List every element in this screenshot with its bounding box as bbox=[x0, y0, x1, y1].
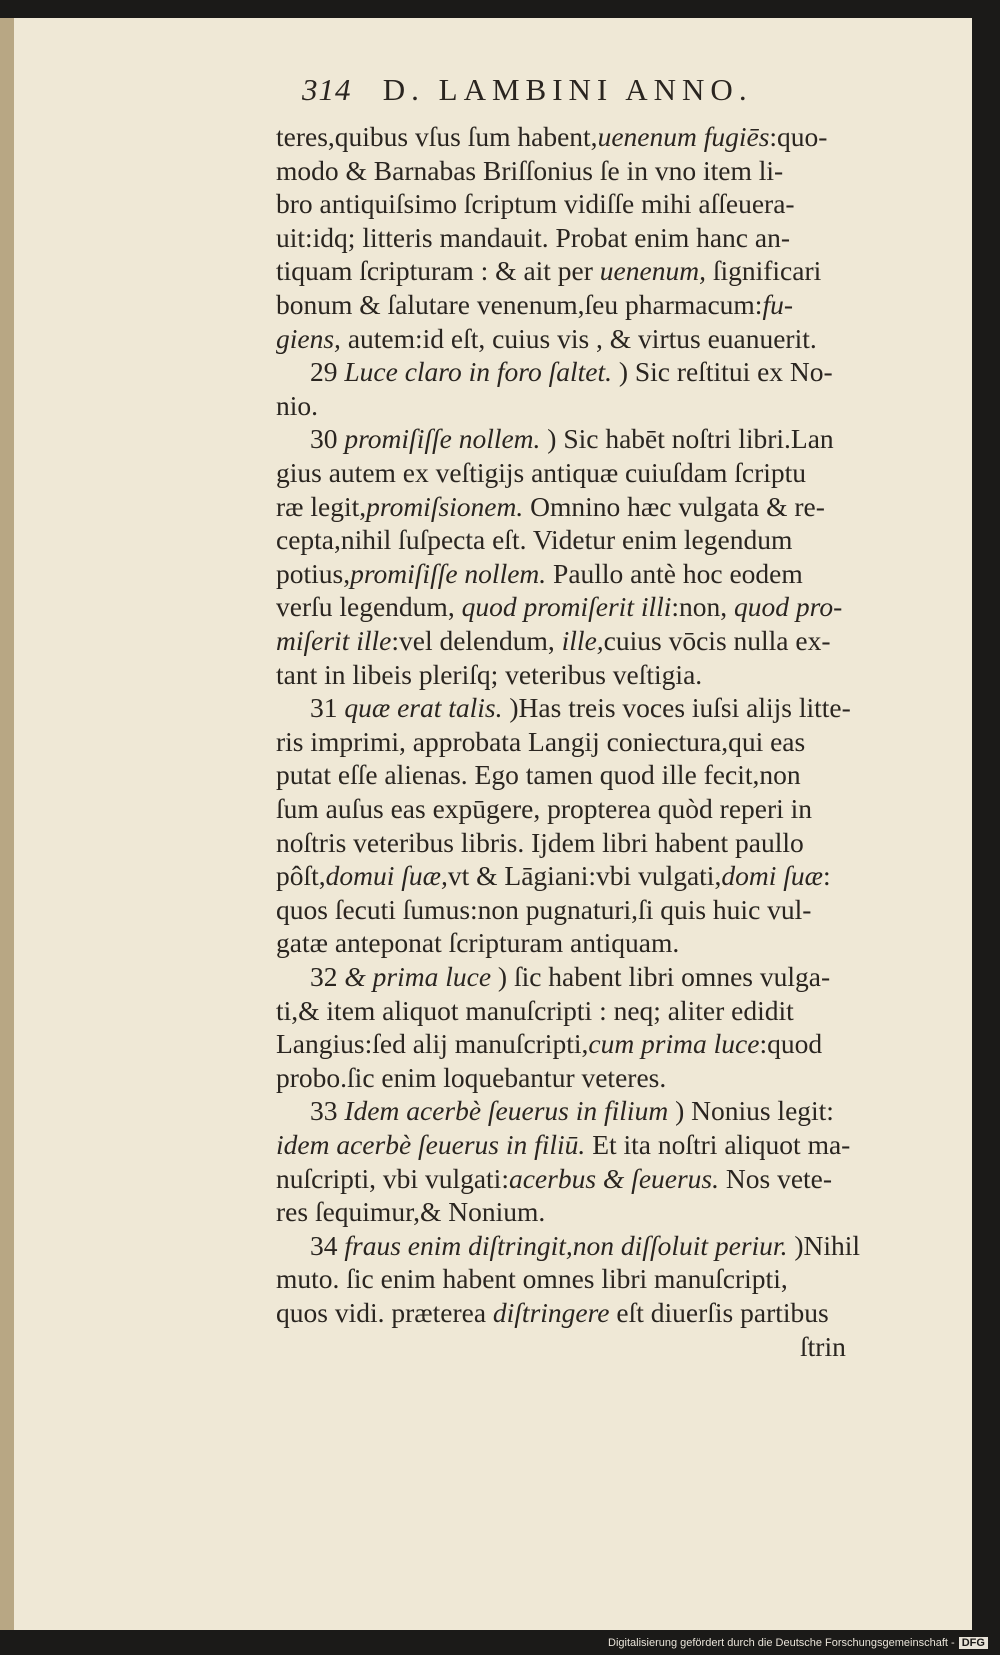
text-line bbox=[276, 490, 825, 524]
text-line bbox=[310, 422, 834, 456]
text-line bbox=[276, 758, 801, 792]
credit-text: Digitalisierung gefördert durch die Deutsche Forschungsgemeinschaft - bbox=[608, 1637, 955, 1649]
italic-segment: Luce claro in foro ſaltet. bbox=[344, 356, 612, 388]
text-line bbox=[276, 389, 318, 423]
text-line bbox=[276, 557, 803, 591]
text-line bbox=[276, 725, 805, 759]
text-line bbox=[276, 254, 821, 288]
italic-segment: fu- bbox=[762, 289, 794, 320]
running-header bbox=[302, 72, 753, 108]
italic-segment: idem acerbè ſeuerus in filiū. bbox=[276, 1129, 586, 1160]
text-segment: uit:idq; litteris mandauit. Probat enim hanc an- bbox=[276, 221, 790, 253]
text-line bbox=[310, 1229, 860, 1263]
italic-segment: promiſiſſe nollem. bbox=[344, 423, 541, 455]
text-line bbox=[310, 355, 833, 389]
text-line bbox=[276, 893, 811, 927]
text-segment: teres,quibus vſus ſum habent, bbox=[276, 121, 598, 152]
text-segment: ris imprimi, approbata Langij coniectura,qui eas bbox=[276, 725, 806, 757]
text-segment: nuſcripti, vbi vulgati: bbox=[276, 1162, 509, 1194]
text-segment: noſtris veteribus libris. Ijdem libri habent paullo bbox=[276, 826, 804, 858]
text-segment: :vel delendum, bbox=[391, 625, 562, 656]
text-line bbox=[276, 154, 783, 188]
text-segment: 29 bbox=[310, 356, 345, 388]
digitization-credit bbox=[608, 1637, 988, 1649]
italic-segment: diſtringere bbox=[492, 1297, 610, 1328]
text-segment: vt & Lāgiani:vbi vulgati, bbox=[447, 860, 722, 892]
text-line bbox=[276, 1128, 850, 1162]
italic-segment: giens, bbox=[276, 322, 341, 354]
text-segment: Paullo antè hoc eodem bbox=[546, 557, 803, 589]
text-segment: )Nihil bbox=[787, 1229, 861, 1261]
text-line bbox=[276, 590, 842, 624]
text-segment: Langius:ſed alij manuſcripti, bbox=[276, 1028, 589, 1060]
italic-segment: uenenum, bbox=[599, 255, 706, 287]
text-segment: modo & Barnabas Briſſonius ſe in vno item li- bbox=[276, 154, 784, 186]
text-segment: verſu legendum, bbox=[276, 591, 462, 623]
text-line bbox=[276, 859, 831, 893]
text-line bbox=[276, 1027, 822, 1061]
text-line bbox=[276, 1296, 829, 1330]
italic-segment: cum prima luce bbox=[588, 1028, 760, 1060]
text-segment: eſt diuerſis partibus bbox=[609, 1297, 829, 1328]
text-segment: ti,& item aliquot manuſcripti : neq; aliter edidit bbox=[276, 994, 794, 1026]
text-line bbox=[276, 187, 795, 221]
text-line bbox=[276, 1262, 788, 1296]
italic-segment: domui ſuæ, bbox=[325, 860, 448, 892]
text-line bbox=[310, 960, 830, 994]
italic-segment: promiſsionem. bbox=[366, 490, 524, 522]
italic-segment: quod promiſerit illi bbox=[461, 591, 672, 623]
text-segment: 31 bbox=[310, 692, 345, 724]
italic-segment: quod pro- bbox=[734, 591, 843, 623]
text-segment: quos ſecuti ſumus:non pugnaturi,ſi quis huic vul- bbox=[276, 893, 812, 925]
text-segment: Et ita noſtri aliquot ma- bbox=[585, 1129, 851, 1160]
text-segment: tant in libeis pleriſq; veteribus veſtigia. bbox=[276, 658, 703, 690]
text-segment: :quod bbox=[759, 1028, 823, 1060]
text-segment: ) ſic habent libri omnes vulga- bbox=[491, 961, 831, 992]
text-segment: ſtrin bbox=[800, 1330, 846, 1362]
text-segment: Nos vete- bbox=[719, 1162, 833, 1194]
text-line bbox=[276, 994, 794, 1028]
text-segment: quos vidi. præterea bbox=[276, 1297, 493, 1328]
text-segment: ſum auſus eas expūgere, propterea quòd reperi in bbox=[276, 793, 813, 824]
text-segment: gius autem ex veſtigijs antiquæ cuiuſdam ſcriptu bbox=[276, 457, 807, 488]
italic-segment: acerbus & ſeuerus. bbox=[508, 1162, 720, 1194]
text-segment: probo.ſic enim loquebantur veteres. bbox=[276, 1061, 667, 1093]
text-segment: pôſt, bbox=[276, 860, 326, 892]
text-line bbox=[276, 792, 812, 826]
text-segment: :non, bbox=[671, 591, 735, 623]
text-segment: 30 bbox=[310, 423, 345, 455]
text-line bbox=[276, 624, 831, 658]
page-number: 314 bbox=[302, 72, 352, 107]
text-segment: autem:id eſt, cuius vis , & virtus euanuerit. bbox=[340, 322, 817, 354]
text-segment: ) Nonius legit: bbox=[668, 1095, 834, 1127]
text-segment: cuius vōcis nulla ex- bbox=[603, 625, 831, 656]
text-line bbox=[276, 1061, 666, 1095]
text-segment: gatæ anteponat ſcripturam antiquam. bbox=[276, 927, 680, 959]
text-segment: muto. ſic enim habent omnes libri manuſcripti, bbox=[276, 1263, 788, 1295]
italic-segment: quæ erat talis. bbox=[344, 692, 503, 724]
italic-segment: miſerit ille bbox=[276, 625, 392, 656]
text-line bbox=[276, 456, 806, 490]
italic-segment: Idem acerbè ſeuerus in filium bbox=[344, 1095, 669, 1127]
italic-segment: ille, bbox=[561, 625, 604, 656]
text-segment: 33 bbox=[310, 1095, 345, 1127]
text-segment: ræ legit, bbox=[276, 490, 367, 522]
text-line bbox=[310, 691, 851, 725]
italic-segment: fraus enim diſtringit,non diſſoluit periur. bbox=[344, 1229, 788, 1261]
text-line bbox=[276, 926, 679, 960]
text-segment: bonum & ſalutare venenum,ſeu pharmacum: bbox=[276, 289, 763, 320]
text-segment: cepta,nihil ſuſpecta eſt. Videtur enim legendum bbox=[276, 524, 793, 556]
text-segment: ) Sic habēt noſtri libri.Lan bbox=[540, 423, 834, 455]
italic-segment: & prima luce bbox=[344, 961, 492, 992]
text-segment: 34 bbox=[310, 1229, 345, 1261]
text-line bbox=[276, 221, 790, 255]
running-title: D. LAMBINI ANNO. bbox=[382, 72, 753, 107]
text-segment: Omnino hæc vulgata & re- bbox=[523, 490, 825, 522]
text-segment: : bbox=[822, 860, 831, 892]
text-segment: bro antiquiſsimo ſcriptum vidiſſe mihi aſſeuera- bbox=[276, 188, 795, 220]
text-segment: potius, bbox=[276, 557, 351, 589]
text-line bbox=[276, 1195, 545, 1229]
text-segment: 32 bbox=[310, 961, 345, 992]
text-line bbox=[800, 1330, 846, 1364]
text-line bbox=[276, 826, 804, 860]
text-segment: res ſequimur,& Nonium. bbox=[276, 1196, 546, 1228]
text-line bbox=[276, 288, 793, 322]
italic-segment: domi ſuæ bbox=[721, 860, 823, 892]
text-segment: tiquam ſcripturam : & ait per bbox=[276, 255, 600, 287]
text-line bbox=[276, 523, 792, 557]
text-line bbox=[276, 1162, 832, 1196]
text-line bbox=[310, 1094, 834, 1128]
text-segment: ſignificari bbox=[705, 255, 822, 287]
text-line bbox=[276, 322, 817, 356]
text-segment: nio. bbox=[276, 389, 319, 421]
text-segment: )Has treis voces iuſsi alijs litte- bbox=[502, 692, 851, 724]
text-segment: ) Sic reſtitui ex No- bbox=[611, 356, 833, 388]
italic-segment: promiſiſſe nollem. bbox=[350, 557, 547, 589]
text-segment: :quo- bbox=[769, 121, 828, 152]
text-segment: putat eſſe alienas. Ego tamen quod ille fecit,non bbox=[276, 759, 801, 791]
text-line bbox=[276, 658, 702, 692]
text-line bbox=[276, 120, 827, 154]
italic-segment: uenenum fugiēs bbox=[597, 121, 770, 152]
dfg-logo: DFG bbox=[959, 1637, 988, 1649]
